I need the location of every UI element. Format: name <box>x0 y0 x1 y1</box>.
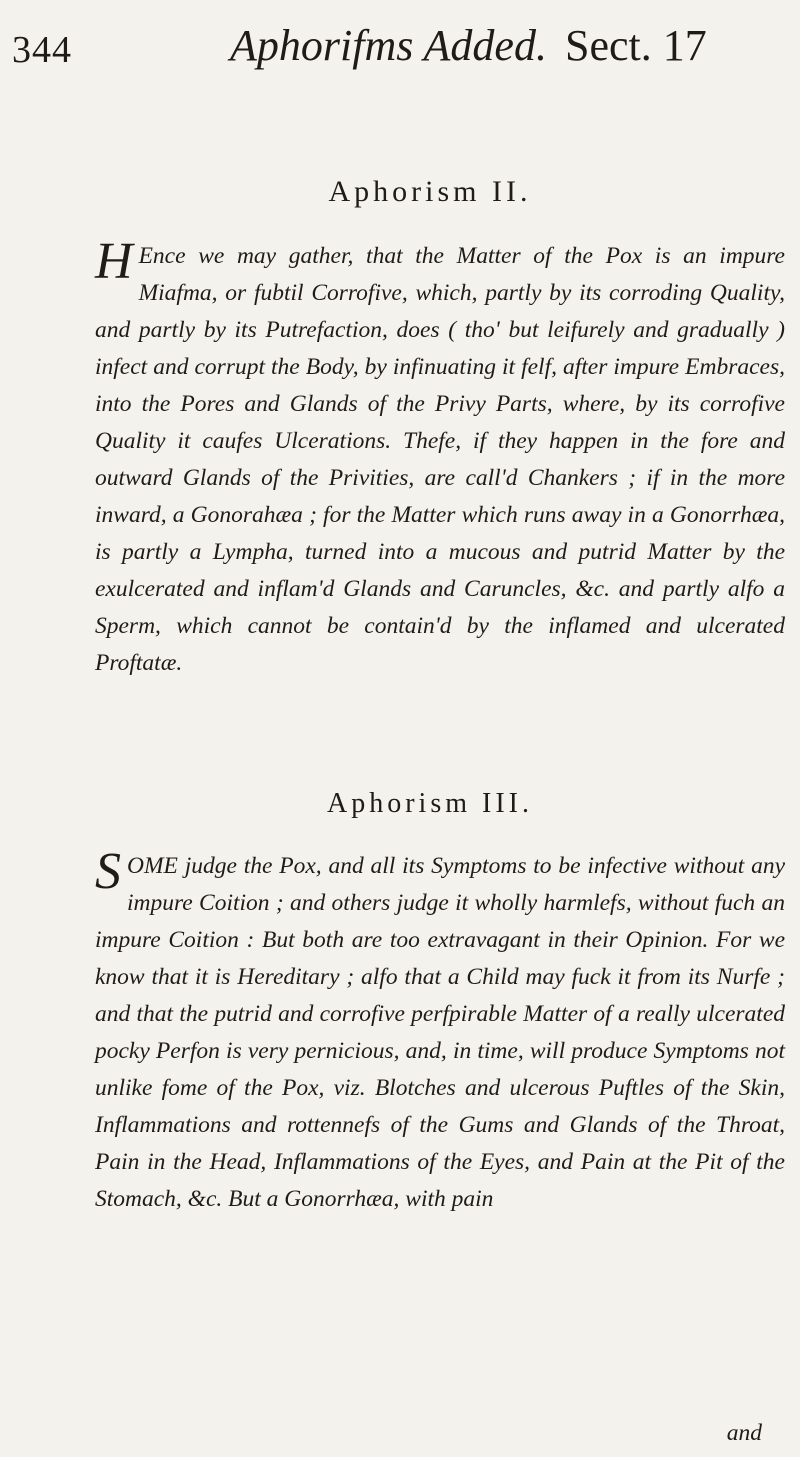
aphorism-2-text <box>95 233 785 682</box>
page-number: 344 <box>12 29 72 71</box>
page-header <box>0 12 800 82</box>
aphorism-2-dropcap: H <box>95 233 133 290</box>
aphorism-2-body: Ence we may gather, that the Matter of the Pox is an impure Miafma, or fubtil Corrofive, which, partly by its corroding Quality, and partly by its Putrefaction, does ( tho' but leifurely and gradually ) infect and corrupt the Body, by infinuating it felf, after impure Embraces, into the Pores and Glands of the Privy Parts, where, by its corrofive Quality it caufes Ulcerations. Thefe, if they happen in the fore and outward Glands of the Privities, are call'd Chankers ; if in the more inward, a Gonorahæa ; for the Matter which runs away in a Gonorrhæa, is partly a Lympha, turned into a mucous and putrid Matter by the exulcerated and inflam'd Glands and Caruncles, &c. and partly alfo a Sperm, which cannot be contain'd by the inflamed and ulcerated Proftatæ. <box>95 243 785 676</box>
catchword: and <box>726 1420 762 1446</box>
aphorism-3-text <box>95 843 785 1218</box>
aphorism-2-title: Aphorism II. <box>328 175 532 208</box>
aphorism-3-body: OME judge the Pox, and all its Symptoms to be infective without any impure Coition ; and others judge it wholly harmlefs, without fuch an impure Coition : But both are too extravagant in their Opinion. For we know that it is Hereditary ; alfo that a Child may fuck it from its Nurfe ; and that the putrid and corrofive perfpirable Matter of a really ulcerated pocky Perfon is very pernicious, and, in time, will produce Symptoms not unlike fome of the Pox, viz. Blotches and ulcerous Puftles of the Skin, Inflammations and rottennefs of the Gums and Glands of the Throat, Pain in the Head, Inflammations of the Eyes, and Pain at the Pit of the Stomach, &c. But a Gonorrhæa, with pain <box>95 853 785 1212</box>
section-reference: Sect. 17 <box>565 21 707 70</box>
aphorism-3-title: Aphorism III. <box>327 788 533 819</box>
aphorism-3-dropcap: S <box>95 843 121 900</box>
running-head: Aphorifms Added. <box>230 21 547 70</box>
